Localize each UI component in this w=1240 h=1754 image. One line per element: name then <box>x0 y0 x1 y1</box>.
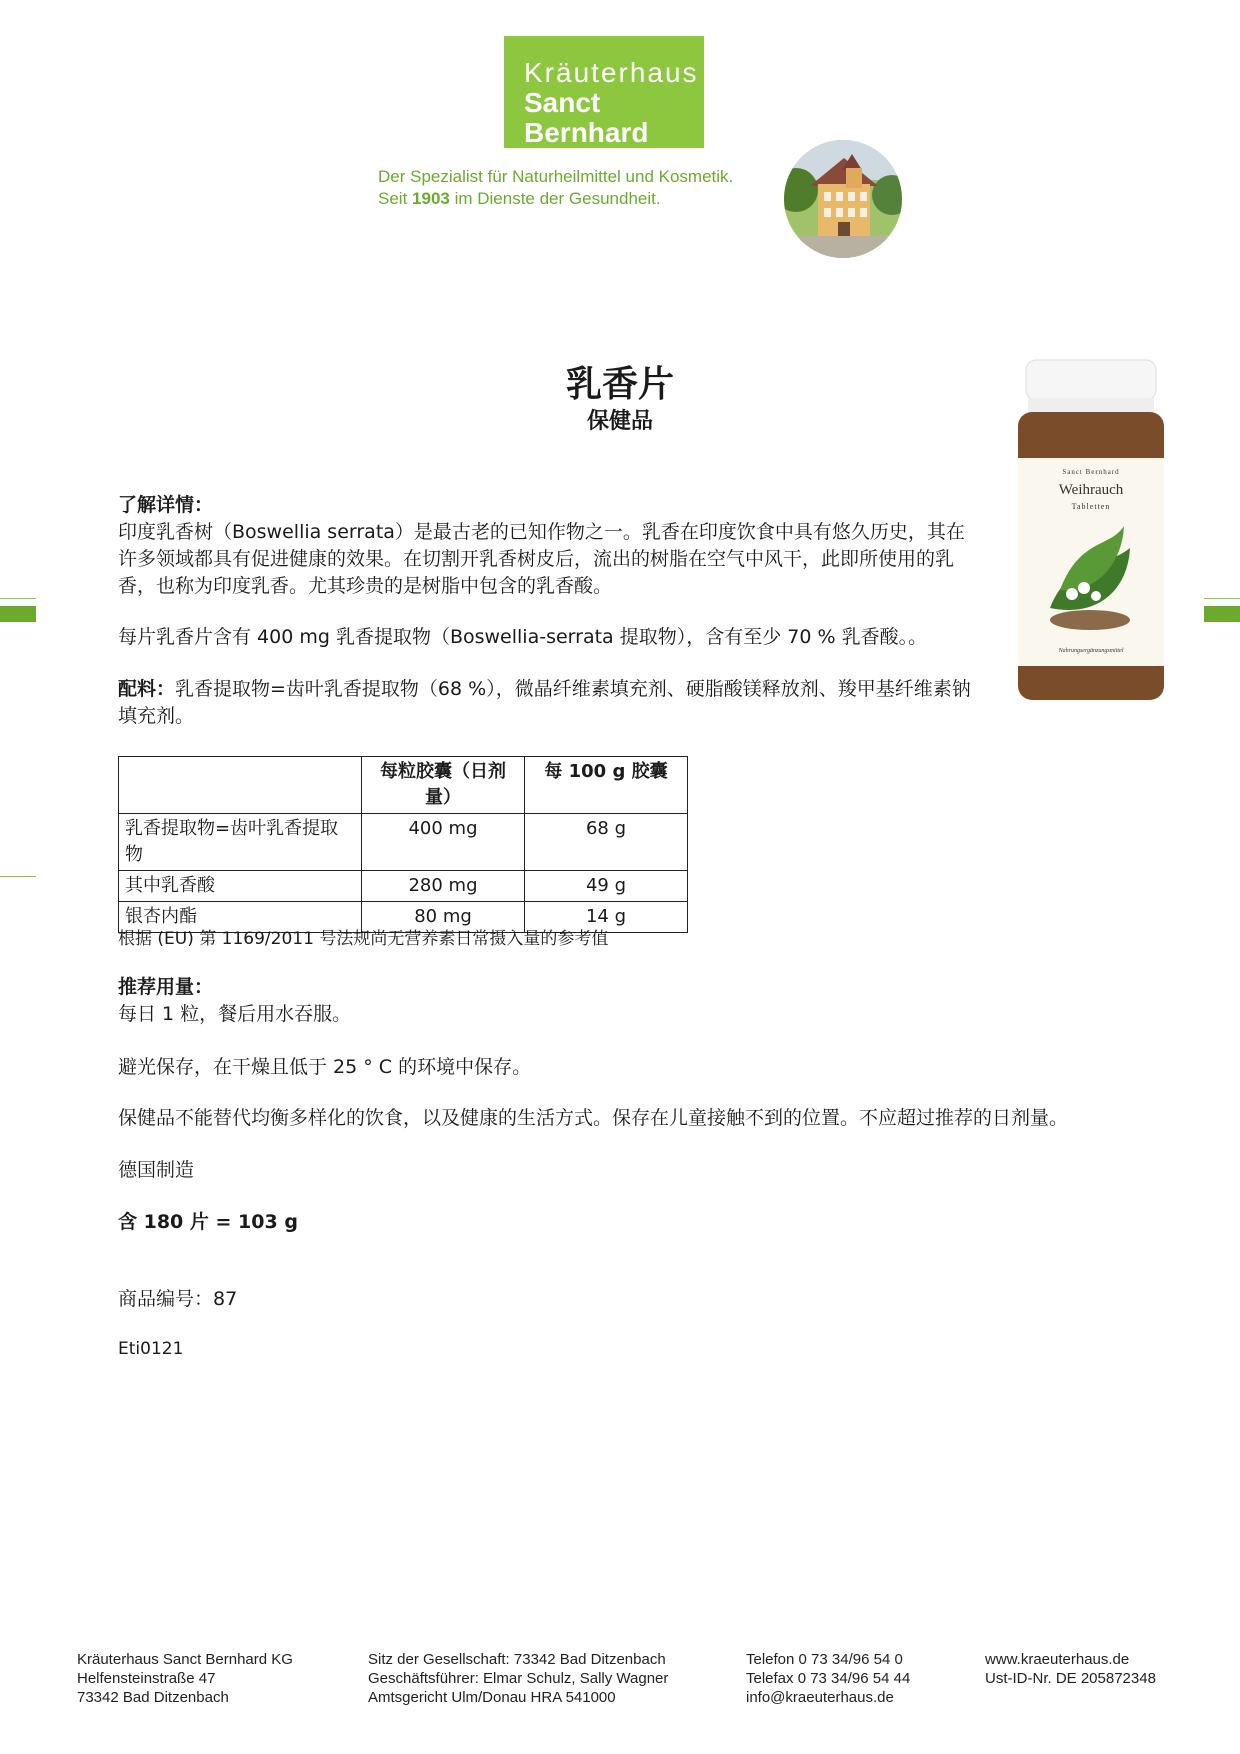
footer-fax: Telefax 0 73 34/96 54 44 <box>746 1670 911 1687</box>
table-cell: 68 g <box>525 814 688 871</box>
jar-brand: Sanct Bernhard <box>1062 468 1120 476</box>
details-heading: 了解详情： <box>118 494 214 516</box>
table-cell: 14 g <box>525 902 688 933</box>
dosage-section <box>118 974 978 1028</box>
tagline-year: 1903 <box>412 189 450 208</box>
table-cell: 80 mg <box>362 902 525 933</box>
tagline-prefix: Seit <box>378 189 413 208</box>
jar-footnote: Nahrungsergänzungsmittel <box>1058 648 1124 654</box>
nutrition-table <box>118 756 688 933</box>
dosage-heading: 推荐用量： <box>118 976 214 998</box>
footer-vat: Ust-ID-Nr. DE 205872348 <box>985 1670 1156 1687</box>
product-jar-image <box>1010 358 1172 702</box>
details-section <box>118 492 978 600</box>
dosage-text: 每日 1 粒，餐后用水吞服。 <box>118 1003 352 1025</box>
footer-line: 73342 Bad Ditzenbach <box>77 1689 229 1706</box>
logo-line-1: Kräuterhaus <box>524 57 699 88</box>
footer-phone: Telefon 0 73 34/96 54 0 <box>746 1651 903 1668</box>
tagline-line-2 <box>378 188 733 210</box>
product-subtitle: 保健品 <box>586 409 653 434</box>
table-header-cell: 每 100 g 胶囊 <box>525 757 688 814</box>
table-row <box>119 814 688 871</box>
table-cell: 400 mg <box>362 814 525 871</box>
tagline-line-1: Der Spezialist für Naturheilmittel und Kosmetik. <box>378 167 734 186</box>
tagline <box>378 166 733 210</box>
jar-variant: Tabletten <box>1071 502 1111 511</box>
footer-line: Sitz der Gesellschaft: 73342 Bad Ditzenbach <box>368 1651 666 1668</box>
fold-mark-left-bottom-line <box>0 876 36 877</box>
article-number: 商品编号：87 <box>118 1288 238 1310</box>
footer-line: Kräuterhaus Sanct Bernhard KG <box>77 1651 293 1668</box>
footer-company <box>77 1650 293 1707</box>
table-row <box>119 871 688 902</box>
ingredients-label: 配料： <box>118 678 176 700</box>
table-cell: 280 mg <box>362 871 525 902</box>
footer-line: Geschäftsführer: Elmar Schulz, Sally Wagner <box>368 1670 669 1687</box>
fold-mark-right-top-line <box>1204 598 1240 599</box>
storage-note: 避光保存，在干燥且低于 25 ° C 的环境中保存。 <box>118 1056 532 1078</box>
content-per-tablet: 每片乳香片含有 400 mg 乳香提取物（Boswellia-serrata 提取物），含有至少 70 % 乳香酸。。 <box>118 626 928 648</box>
logo-line-2: Sanct Bernhard <box>524 87 649 148</box>
fold-mark-left-bar <box>0 606 36 622</box>
footer-line: Amtsgericht Ulm/Donau HRA 541000 <box>368 1689 616 1706</box>
table-header-cell: 每粒胶囊（日剂量） <box>362 757 525 814</box>
tagline-suffix: im Dienste der Gesundheit. <box>449 189 661 208</box>
ingredients <box>118 676 978 730</box>
jar-name: Weihrauch <box>1058 482 1124 498</box>
footer-web <box>985 1650 1156 1688</box>
footer-legal <box>368 1650 668 1707</box>
origin-note: 德国制造 <box>118 1159 195 1181</box>
table-cell: 49 g <box>525 871 688 902</box>
table-cell: 其中乳香酸 <box>119 871 362 902</box>
package-contents: 含 180 片 = 103 g <box>118 1211 298 1233</box>
building-photo <box>784 140 902 258</box>
fold-mark-right-bar <box>1204 606 1240 622</box>
table-cell: 银杏内酯 <box>119 902 362 933</box>
table-note: 根据 (EU) 第 1169/2011 号法规尚无营养素日常摄入量的参考值 <box>118 929 609 949</box>
footer-email: info@kraeuterhaus.de <box>746 1689 894 1706</box>
details-text: 印度乳香树（Boswellia serrata）是最古老的已知作物之一。乳香在印度饮食中具有悠久历史，其在许多领域都具有促进健康的效果。在切割开乳香树皮后，流出的树脂在空气中风干，此即所使用的乳香，也称为印度乳香。尤其珍贵的是树脂中包含的乳香酸。 <box>118 521 965 597</box>
fold-mark-left-top-line <box>0 598 36 599</box>
table-header-cell <box>119 757 362 814</box>
product-title: 乳香片 <box>565 364 674 405</box>
footer-website: www.kraeuterhaus.de <box>985 1651 1130 1668</box>
table-cell: 乳香提取物=齿叶乳香提取物 <box>119 814 362 871</box>
warning-note: 保健品不能替代均衡多样化的饮食，以及健康的生活方式。保存在儿童接触不到的位置。不应超过推荐的日剂量。 <box>118 1107 1069 1129</box>
ingredients-text: 乳香提取物=齿叶乳香提取物（68 %），微晶纤维素填充剂、硬脂酸镁释放剂、羧甲基纤维素钠填充剂。 <box>118 678 971 727</box>
document-code: Eti0121 <box>118 1339 184 1359</box>
footer-contact <box>746 1650 910 1707</box>
table-header-row <box>119 757 688 814</box>
company-logo <box>504 36 704 148</box>
footer-line: Helfensteinstraße 47 <box>77 1670 216 1687</box>
